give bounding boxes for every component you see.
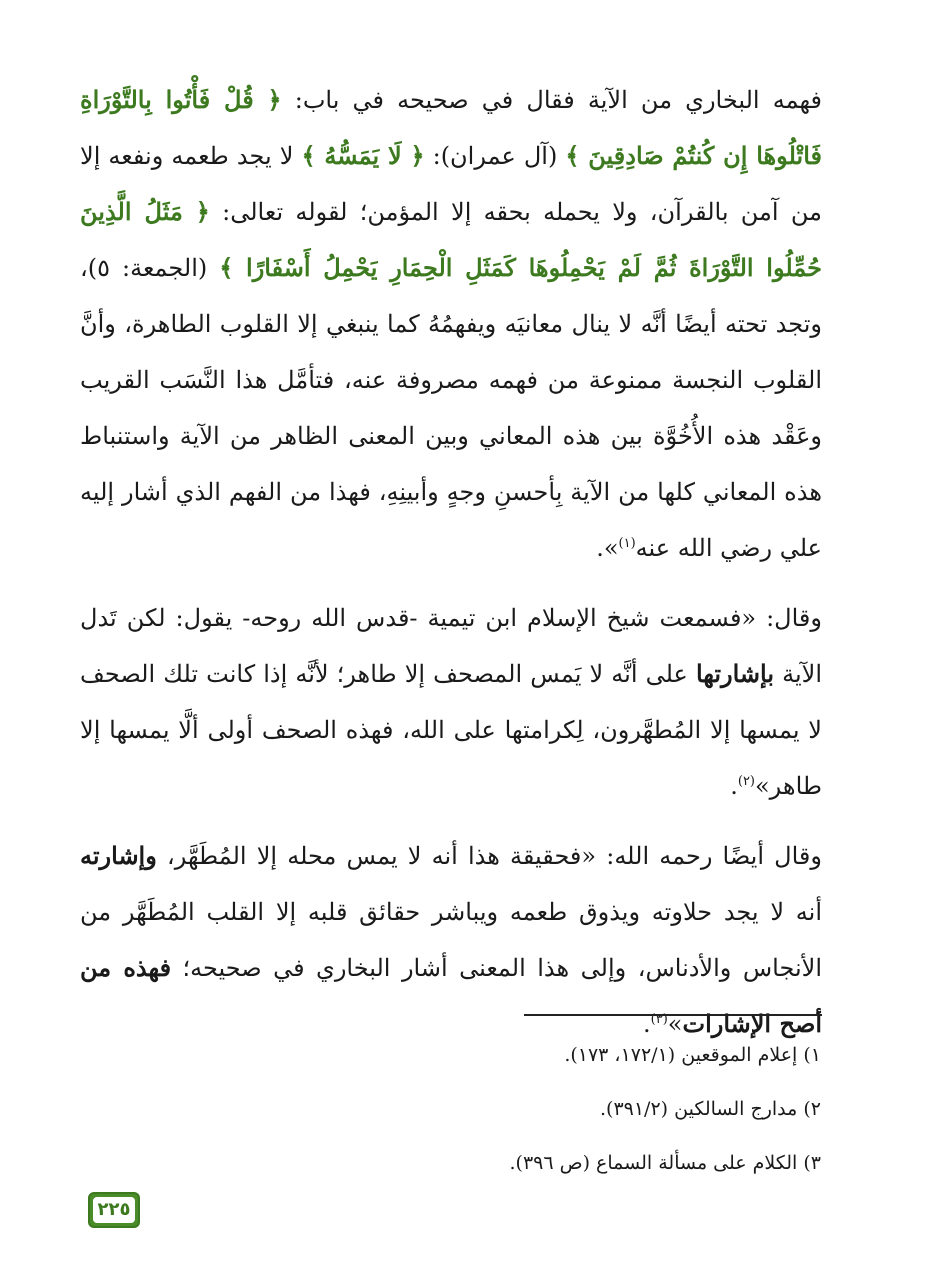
text-run: أنه لا يجد حلاوته ويذوق طعمه ويباشر حقائق قلبه إلا القلب المُطَهَّر من الأنجاس والأدناس، وإلى هذا المعنى أشار البخاري في صحيحه؛: [80, 898, 822, 982]
text-run: وقال أيضًا رحمه الله: «فحقيقة هذا أنه لا يمس محله إلا المُطَهَّر،: [156, 842, 822, 870]
footnote-divider: [524, 1014, 822, 1016]
text-run: .: [730, 772, 738, 800]
quran-verse: ﴿ قُلْ فَأْتُوا بِالتَّوْرَاةِ فَاتْلُوهَا إِن كُنتُمْ صَادِقِينَ ﴾: [80, 85, 822, 170]
paragraph-2: [80, 590, 822, 814]
text-run: على أنَّه لا يَمس المصحف إلا طاهر؛ لأنَّه إذا كانت تلك الصحف لا يمسها إلا المُطهَّرون، لِكرامتها على الله، فهذه الصحف أولى ألَّا يمسها إلا طاهر»: [80, 660, 822, 800]
text-run: .: [643, 1010, 651, 1038]
page-number: ٢٢٥: [93, 1197, 135, 1223]
bold-term: بإشارتها: [695, 659, 774, 688]
quran-verse: ﴿ لَا يَمَسُّهُ ﴾: [301, 141, 425, 170]
paragraph-3: [80, 828, 822, 1052]
text-run: وقال: «فسمعت شيخ الإسلام ابن تيمية -قدس الله روحه- يقول: لكن تَدل الآية: [80, 604, 822, 688]
text-run: (آل عمران):: [424, 142, 566, 170]
footnote-3: ٣) الكلام على مسألة السماع (ص ٣٩٦).: [509, 1152, 821, 1174]
text-run: »: [667, 1010, 683, 1038]
bold-term: وإشارته: [80, 841, 157, 870]
footnote-ref[interactable]: (١): [618, 536, 636, 551]
footnote-ref[interactable]: (٣): [650, 1012, 668, 1027]
main-text: [80, 72, 822, 1052]
paragraph-1: [80, 72, 822, 576]
footnote-ref[interactable]: (٢): [737, 774, 755, 789]
bold-phrase: فهذه من أصح الإشارات: [80, 953, 822, 1038]
page-number-badge: [88, 1192, 140, 1228]
quran-verse: ﴿ مَثَلُ الَّذِينَ حُمِّلُوا التَّوْرَاةَ ثُمَّ لَمْ يَحْمِلُوهَا كَمَثَلِ الْحِمَارِ يَحْمِلُ أَسْفَارًا ﴾: [80, 197, 823, 282]
text-run: لا يجد طعمه ونفعه إلا من آمن بالقرآن، ولا يحمله بحقه إلا المؤمن؛ لقوله تعالى:: [80, 142, 822, 226]
footnotes: [221, 1028, 821, 1190]
text-run: فهمه البخاري من الآية فقال في صحيحه في باب:: [281, 86, 822, 114]
footnote-1: ١) إعلام الموقعين (١٧٢/١، ١٧٣).: [564, 1044, 821, 1066]
footnote-2: ٢) مدارج السالكين (٣٩١/٢).: [599, 1098, 821, 1120]
text-run: ».: [596, 534, 619, 562]
text-run: (الجمعة: ٥)، وتجد تحته أيضًا أنَّه لا ينال معانيَه ويفهمُهُ كما ينبغي إلا القلوب الطاهرة، وأنَّ القلوب النجسة ممنوعة من فهمه مصروفة عنه، فتأمَّل هذا النَّسَب القريب وعَقْد هذه الأُخُوَّة بين هذه المعاني وبين المعنى الظاهر من الآية واستنباط هذه المعاني كلها من الآية بِأحسنِ وجهٍ وأبينِهِ، فهذا من الفهم الذي أشار إليه علي رضي الله عنه: [80, 254, 822, 562]
